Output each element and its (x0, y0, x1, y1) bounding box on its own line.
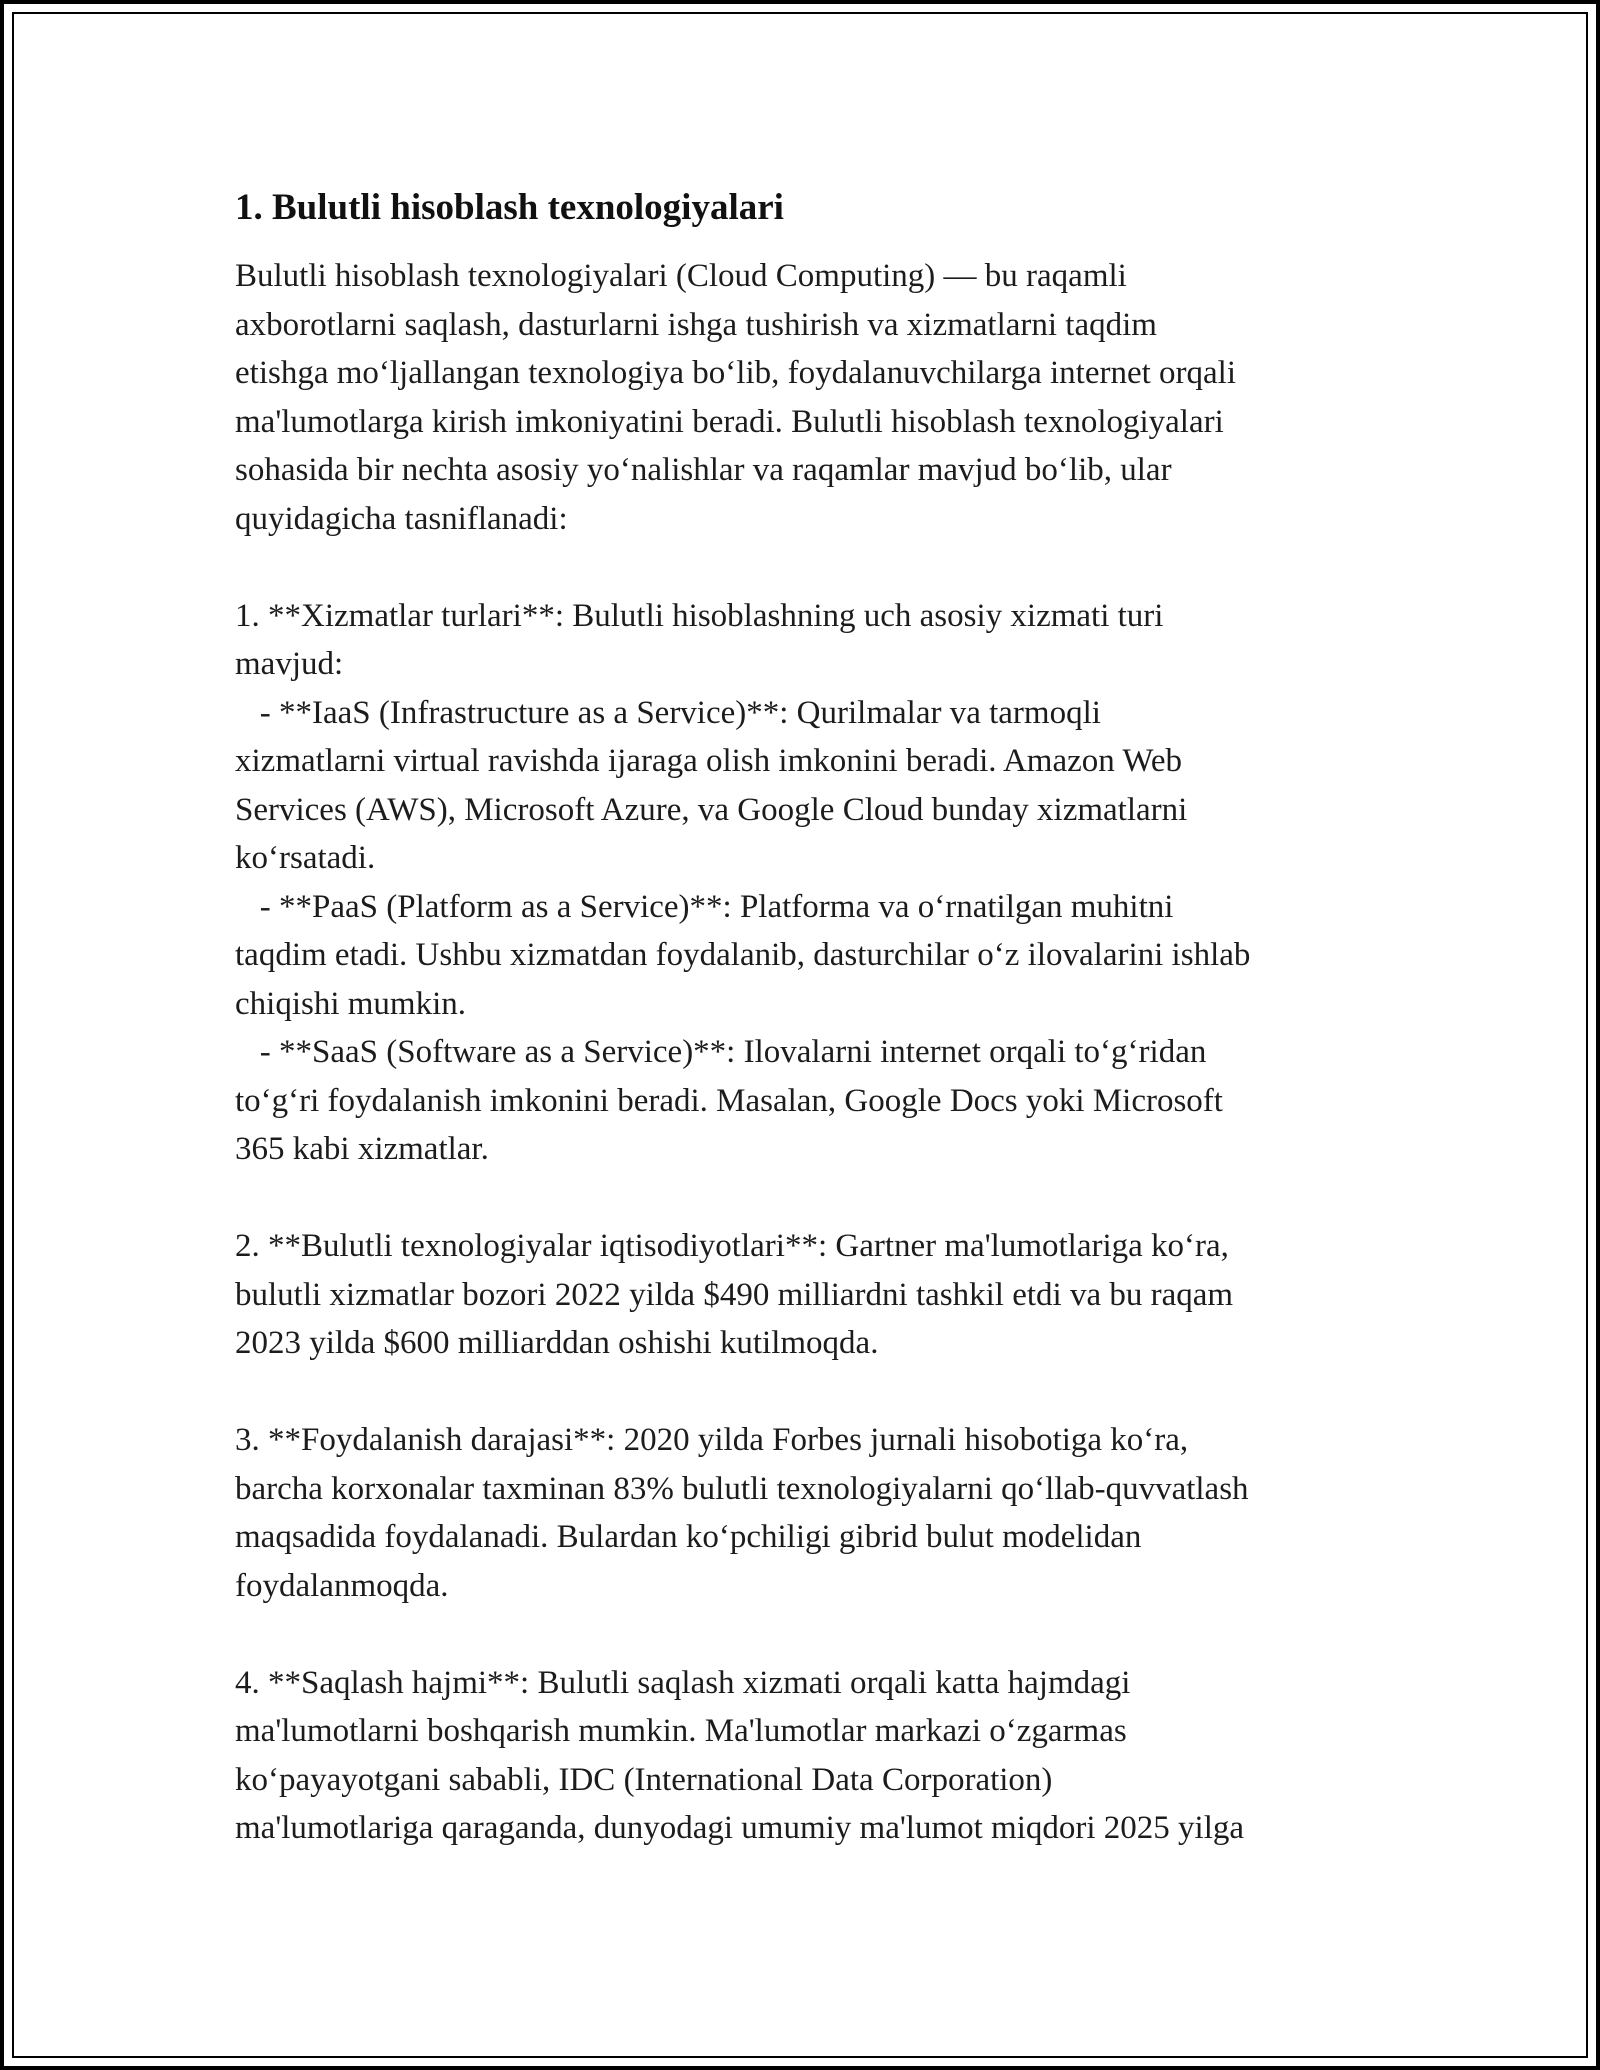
section-heading: 1. Bulutli hisoblash texnologiyalari (235, 187, 784, 228)
section-body-text: Bulutli hisoblash texnologiyalari (Cloud Computing) — bu raqamli axborotlarni saqlash, dasturlarni ishga tushirish va xizmatlarni taqdim etishga moʻljallangan texnologiya boʻlib, foydalanuvchilarga internet orqali ma'lumotlarga kirish imkoniyatini beradi. Bulutli hisoblash texnologiyalari sohasida bir nechta asosiy yoʻnalishlar va raqamlar mavjud boʻlib, ular quyidagicha tasniflanadi: 1. **Xizmatlar turlari**: Bulutli hisoblashning uch asosiy xizmati turi mavjud: - **IaaS (Infrastructure as a Service)**: Qurilmalar va tarmoqli xizmatlarni virtual ravishda ijaraga olish imkonini beradi. Amazon Web Services (AWS), Microsoft Azure, va Google Cloud bunday xizmatlarni koʻrsatadi. - **PaaS (Platform as a Service)**: Platforma va oʻrnatilgan muhitni taqdim etadi. Ushbu xizmatdan foydalanib, dasturchilar oʻz ilovalarini ishlab chiqishi mumkin. - **SaaS (Software as a Service)**: Ilovalarni internet orqali toʻgʻridan toʻgʻri foydalanish imkonini beradi. Masalan, Google Docs yoki Microsoft 365 kabi xizmatlar. 2. **Bulutli texnologiyalar iqtisodiyotlari**: Gartner ma'lumotlariga koʻra, bulutli xizmatlar bozori 2022 yilda $490 milliardni tashkil etdi va bu raqam 2023 yilda $600 milliarddan oshishi kutilmoqda. 3. **Foydalanish darajasi**: 2020 yilda Forbes jurnali hisobotiga koʻra, barcha korxonalar taxminan 83% bulutli texnologiyalarni qoʻllab-quvvatlash maqsadida foydalanadi. Bulardan koʻpchiligi gibrid bulut modelidan foydalanmoqda. 4. **Saqlash hajmi**: Bulutli saqlash xizmati orqali katta hajmdagi ma'lumotlarni boshqarish mumkin. Ma'lumotlar markazi oʻzgarmas koʻpayayotgani sababli, IDC (International Data Corporation) ma'lumotlariga qaraganda, dunyodagi umumiy ma'lumot miqdori 2025 yilga (235, 258, 1251, 1846)
document-content (235, 184, 1375, 1853)
